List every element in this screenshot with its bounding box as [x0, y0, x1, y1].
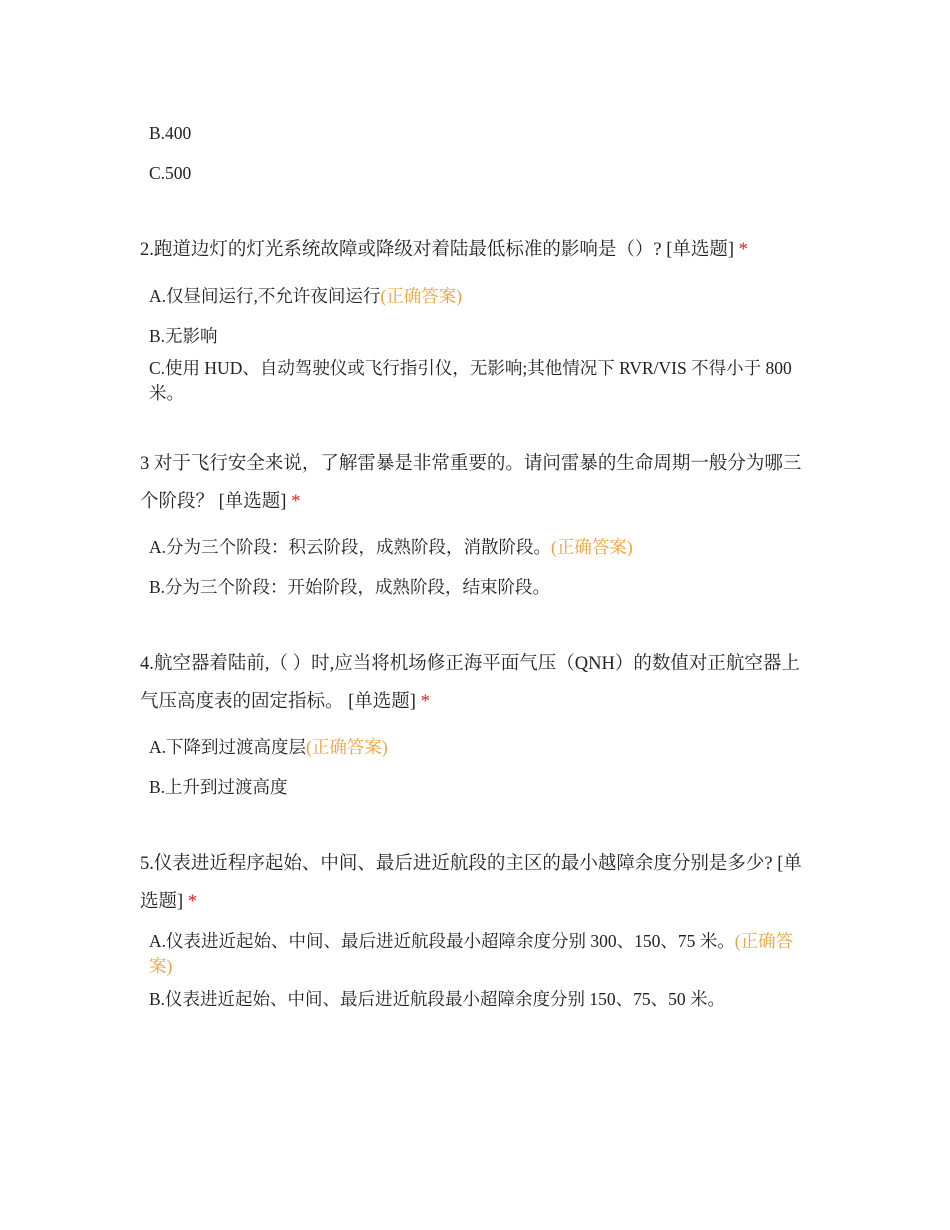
option-text: A.下降到过渡高度层: [149, 737, 307, 757]
question-2-text: 2.跑道边灯的灯光系统故障或降级对着陆最低标准的影响是（）? [单选题]: [140, 240, 735, 260]
q3-option-b: [149, 575, 809, 600]
question-5-text: 5.仪表进近程序起始、中间、最后进近航段的主区的最小越障余度分别是多少? [单选题]: [140, 854, 802, 912]
option-text: A.仅昼间运行,不允许夜间运行: [149, 286, 381, 306]
q4-option-a: [149, 735, 809, 760]
required-mark: *: [291, 492, 301, 512]
required-mark: *: [738, 240, 748, 260]
q1-option-c: C.500: [149, 163, 192, 183]
option-text: B.分为三个阶段：开始阶段，成熟阶段，结束阶段。: [149, 577, 551, 597]
q5-option-a: [149, 929, 809, 979]
correct-answer-tag: (正确答案): [551, 537, 633, 557]
option-text: B.无影响: [149, 326, 218, 346]
q4-option-b: [149, 775, 809, 800]
q3-option-a: [149, 535, 809, 560]
q2-option-c: [149, 356, 809, 406]
option-text: A.分为三个阶段：积云阶段，成熟阶段，消散阶段。: [149, 537, 552, 557]
option-text: B.上升到过渡高度: [149, 777, 288, 797]
required-mark: *: [420, 692, 430, 712]
q1-option-b: B.400: [149, 123, 192, 143]
question-3-title: [140, 445, 812, 521]
q2-option-a: [149, 284, 809, 309]
question-4-text: 4.航空器着陆前,（ ）时,应当将机场修正海平面气压（QNH）的数值对正航空器上气压高度表的固定指标。 [单选题]: [140, 654, 800, 712]
q5-option-b: [149, 987, 809, 1012]
correct-answer-tag: (正确答案): [149, 931, 794, 976]
question-2-title: [140, 231, 812, 269]
question-3-text: 3 对于飞行安全来说，了解雷暴是非常重要的。请问雷暴的生命周期一般分为哪三个阶段？ [单选题]: [140, 454, 802, 512]
correct-answer-tag: (正确答案): [380, 286, 463, 306]
option-text: A.仪表进近起始、中间、最后进近航段最小超障余度分别 300、150、75 米。: [149, 931, 735, 951]
option-text: C.使用 HUD、自动驾驶仪或飞行指引仪，无影响;其他情况下 RVR/VIS 不得小于 800 米。: [149, 358, 792, 403]
q2-option-b: [149, 324, 809, 349]
required-mark: *: [187, 892, 198, 912]
question-4-title: [140, 645, 812, 721]
correct-answer-tag: (正确答案): [306, 737, 388, 757]
question-5-title: [140, 845, 812, 921]
option-text: B.仪表进近起始、中间、最后进近航段最小超障余度分别 150、75、50 米。: [149, 989, 726, 1009]
